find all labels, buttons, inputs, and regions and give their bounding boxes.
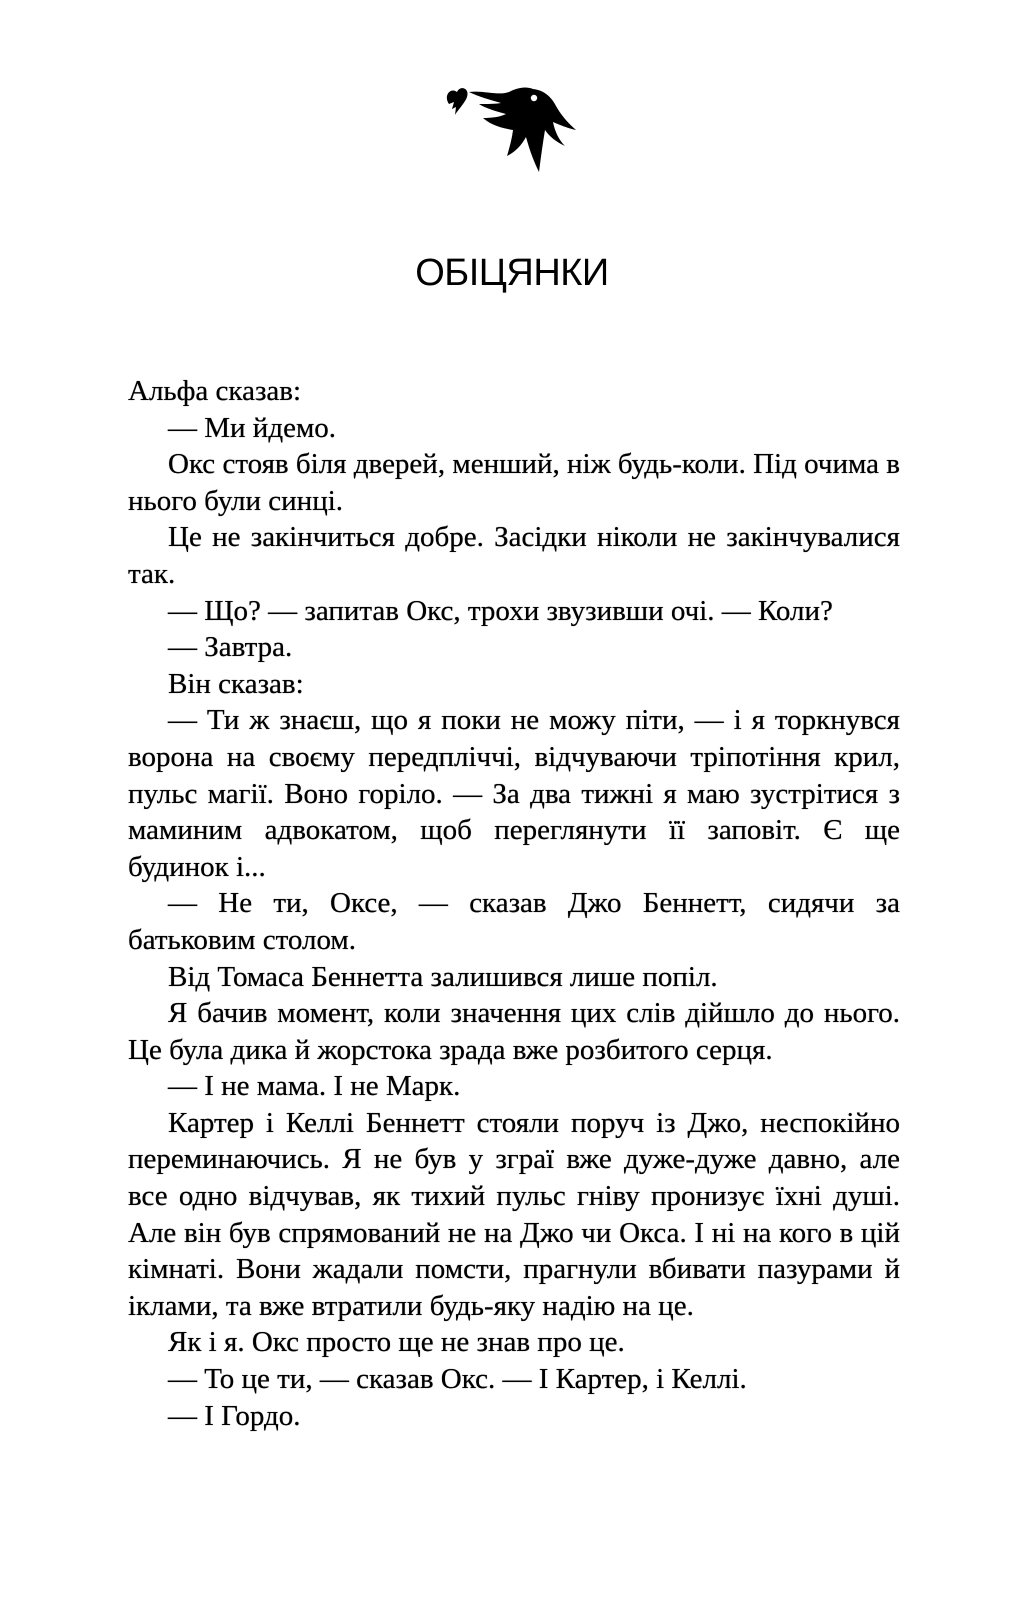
paragraph: — Завтра. — [168, 631, 293, 664]
paragraph: — Ми йдемо. — [168, 411, 337, 444]
chapter-title: ОБІЦЯНКИ — [415, 252, 609, 294]
paragraph: — Ти ж знаєш, що я поки не можу піти, — і я торкнувся ворона на своєму передпліччі, відчуваючи тріпотіння крил, пульс магії. Воно горіло. — За два тижні я маю зустрітися з маминим адвокатом, щоб переглянути її заповіт. Є ще будинок і... — [128, 704, 900, 883]
paragraph: Це не закінчиться добре. Засідки ніколи не закінчувалися так. — [128, 521, 900, 590]
raven-head-with-broken-heart-icon — [443, 82, 581, 174]
paragraph: Як і я. Окс просто ще не знав про це. — [168, 1326, 625, 1359]
paragraph: — Не ти, Оксе, — сказав Джо Беннетт, сидячи за батьковим столом. — [128, 887, 900, 956]
paragraph: — Що? — запитав Окс, трохи звузивши очі. — Коли? — [168, 594, 833, 627]
paragraph: Він сказав: — [168, 667, 304, 700]
paragraph: Альфа сказав: — [128, 375, 302, 407]
paragraph: Картер і Келлі Беннетт стояли поруч із Джо, неспокійно переминаючись. Я не був у зграї вже дуже-дуже давно, але все одно відчував, як тихий пульс гніву пронизує їхні душі. Але він був спрямований не на Джо чи Окса. І ні на кого в цій кімнаті. Вони жадали помсти, прагнули вбивати пазурами й іклами, та вже втратили будь-яку надію на це. — [128, 1106, 900, 1322]
paragraph: Я бачив момент, коли значення цих слів дійшло до нього. Це була дика й жорстока зрада вже розбитого серця. — [128, 997, 900, 1066]
paragraph: — І не мама. І не Марк. — [168, 1070, 461, 1103]
paragraph: — І Гордо. — [168, 1399, 301, 1432]
paragraph: Окс стояв біля дверей, менший, ніж будь-коли. Під очима в нього були синці. — [128, 448, 900, 517]
paragraph: Від Томаса Беннетта залишився лише попіл. — [168, 960, 718, 993]
chapter-text — [128, 373, 900, 1434]
paragraph: — То це ти, — сказав Окс. — І Картер, і Келлі. — [168, 1363, 747, 1396]
